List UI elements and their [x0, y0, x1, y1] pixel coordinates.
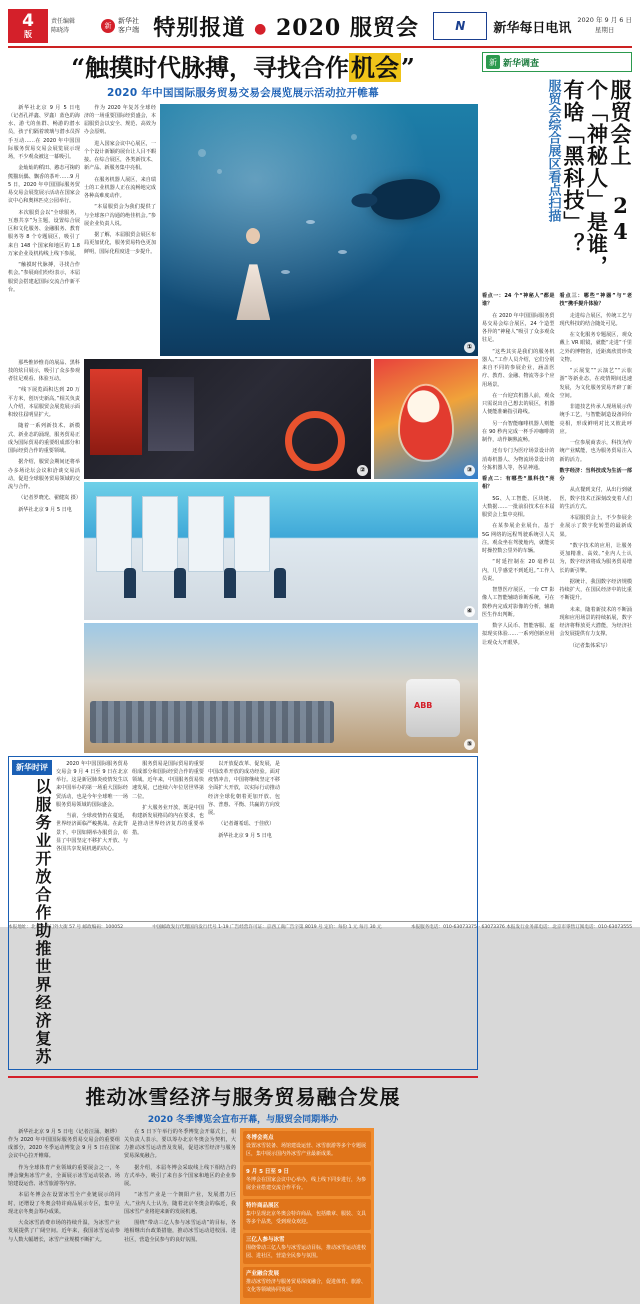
- folio-number: 4: [22, 11, 34, 31]
- paragraph: 随着一系列新技术、新模式、新业态的涌现，服务贸易正成为国际贸易的重要组成部分和国际经贸合作的重要领域。: [8, 423, 80, 455]
- feature-article: [8, 1076, 478, 1304]
- feature-column-1: [8, 1128, 120, 1304]
- lead-text-column-3: [8, 359, 80, 753]
- exhibition-booth-photo: [84, 482, 478, 620]
- highlight-item-title: 产业融合发展: [246, 1270, 280, 1277]
- paragraph: 服务贸易是国际贸易的重要组成部分和国际经贸合作的重要领域。近年来，中国服务贸易快速发展，已连续六年位居世界第二位。: [132, 760, 204, 800]
- issue-date-line1: 2020 年 9 月 6 日: [577, 16, 632, 25]
- feature-title: 推动冰雪经济与服务贸易融合发展: [85, 1084, 401, 1109]
- paragraph: 2020 年中国国际服务贸易交易会 9 月 4 日至 9 日在北京举行。这是新冠肺炎疫情发生以来中国举办的第一场重大国际经贸活动，也是今年全球唯一一场服务贸易领域的国际盛会。: [56, 760, 128, 808]
- lead-text-column-2: [84, 104, 156, 356]
- paragraph: 走进综合展区，传统工艺与现代科技的结合随处可见。: [559, 312, 632, 327]
- highlight-item-title: 特许商品展区: [246, 1202, 280, 1209]
- brand-logo-icon: [433, 12, 487, 40]
- feature-subtitle: 2020 冬季博览会宣布开幕，与服贸会同期举办: [147, 1114, 339, 1125]
- matryoshka-doll: [400, 385, 452, 459]
- highlight-item: [243, 1131, 371, 1162]
- feature-column-2: [124, 1128, 236, 1304]
- agency-name: 新华社: [118, 16, 139, 25]
- highlight-item-text: 推动冰雪经济与服务贸易深度融合，促进体育、旅游、文化等领域协同发展。: [246, 1279, 367, 1293]
- exhibit-panel: [90, 369, 142, 455]
- footer-license: 中国邮政发行代理国内发行代号 1-19 广告经营许可证：京西工商广告字第 8019 号 定价：每份 1 元 每月 30 元: [152, 925, 382, 930]
- xinhua-logo-icon: 新: [101, 19, 115, 33]
- bubble-decor: [198, 149, 206, 157]
- paragraph: 在文化服务专题展区，观众戴上 VR 眼镜，就能“走进”千里之外的博物馆，近距离欣赏珍贵文物。: [559, 332, 632, 363]
- highlight-item-text: 设置冰雪装备、场馆建设运营、冰雪旅游等多个专题展区，集中展示国内外冰雪产业最新成果。: [246, 1143, 367, 1157]
- xinhua-mark-icon: 新: [486, 55, 500, 69]
- fish-decor: [281, 270, 290, 274]
- highlight-item: [243, 1199, 371, 1230]
- paper-name: 新华每日电讯: [493, 20, 572, 36]
- right-column: [482, 52, 632, 918]
- booth-unit: [142, 496, 178, 572]
- paragraph: 5G、人工智能、区块链、大数据……一批前沿技术在本届服贸会上集中亮相。: [482, 495, 555, 518]
- title-separator-dot-icon: ●: [254, 20, 268, 37]
- visitor-figure: [124, 568, 136, 598]
- commentary-title: 以服务业开放合作助推世界经济复苏: [33, 777, 52, 1066]
- highlight-item: [243, 1267, 371, 1298]
- commentary-column-3: [208, 760, 280, 1066]
- paragraph: 从点餐到支付，从出行到就医，数字技术正深刻改变着人们的生活方式。: [559, 487, 632, 510]
- child-dress: [236, 264, 270, 320]
- footer-address: 本报地址：北京宣武门外大街 57 号 邮政编码：100052: [8, 925, 124, 930]
- paragraph: 据了解，本届服贸会展区布局更加优化，服务贸易特色更加鲜明，国际化程度进一步提升。: [84, 232, 156, 255]
- exhibit-panel: [148, 377, 194, 451]
- booth-unit: [96, 496, 132, 572]
- lead-article-row: [8, 104, 478, 356]
- paragraph: 作为 2020 年复苏全球经济的一场重要国际经贸盛会，本届服贸会以安全、规范、高效为办会原则。: [84, 104, 156, 136]
- feature-highlight-box: [240, 1128, 374, 1304]
- paragraph: 当前，全球疫情仍在蔓延，世界经济面临严峻挑战。在此背景下，中国如期举办服贸会，彰显了中国坚定不移扩大开放、与各国共享发展机遇的决心。: [56, 813, 128, 853]
- lead-text-column-1: [8, 104, 80, 356]
- right-headline-main: 服贸会上 24 个「神秘人」是谁，有啥「黑科技」？: [560, 79, 633, 277]
- masthead: [8, 6, 632, 48]
- secondary-photo-row: [8, 359, 478, 753]
- brand-logo-letter: N: [455, 19, 466, 33]
- paragraph: 新华社北京 9 月 5 日电（记者孔祥鑫、罗鑫）蓝色的海水、游弋的鱼群、畅游的潜水员，孩子们隔着玻璃与潜水员挥手互动……在 2020 年中国国际服务贸易交易会展览展示现场，不少观众被这一幕吸引。: [8, 104, 80, 161]
- paragraph: 未来，随着新技术的不断涌现和应用场景的持续拓展，数字经济将释放更大潜能，为经济社会发展提供有力支撑。: [559, 606, 632, 638]
- paragraph: “本届服贸会为我们提供了与全球客户沟通的绝佳机会。”参展企业负责人说。: [84, 204, 156, 227]
- paragraph: 在 5 日下午举行的冬季博览会开幕式上，相关负责人表示，要以筹办北京冬奥会为契机，大力推动冰雪运动普及发展，促进冰雪经济与服务贸易深度融合。: [124, 1128, 236, 1160]
- paragraph: 数字人民币、智能客服、虚拟现实体验……一系列创新应用让观众大开眼界。: [482, 623, 555, 646]
- booth-unit: [188, 496, 224, 572]
- photo-number-badge: ①: [464, 342, 475, 353]
- highlight-item-text: 围绕带动三亿人参与冰雪运动目标，推动冰雪运动进校园、进社区，营造全民参与氛围。: [246, 1245, 367, 1259]
- editor-label: 责任编辑: [51, 18, 76, 25]
- paragraph: 那些惟妙惟肖的展品、黑科技的炫目展示，吸引了众多参观者驻足观看、体验互动。: [8, 359, 80, 383]
- section-title-suffix: 2020 服贸会: [276, 14, 419, 41]
- headline-part-2: ”: [401, 53, 415, 82]
- bubble-decor: [351, 134, 357, 140]
- paragraph: “数字技术的应用，让服务更加精准、高效。”业内人士认为，数字经济将成为服务贸易增长的新引擎。: [559, 542, 632, 574]
- photo-dateline: 新华社北京 9 月 5 日电: [18, 506, 72, 513]
- child-figure: [236, 228, 270, 320]
- section-heading: 数字经济：当科技成为生活一部分: [559, 467, 632, 482]
- paragraph: “时延控制在 20 毫秒以内，几乎感觉不到延迟。”工作人员说。: [482, 559, 555, 582]
- investigation-label: 新华调查: [503, 58, 540, 69]
- photo-credit: （记者罗晓光、翟健岚 摄）: [18, 495, 81, 502]
- paragraph: 非遗技艺传承人现场展示传统手工艺，与智能制造设备同台亮相，形成鲜明对比又彼此呼应。: [559, 404, 632, 435]
- paragraph: 围绕“带动三亿人参与冰雪运动”的目标，各地相继出台政策措施，推动冰雪运动进校园、进社区，营造全民参与的良好氛围。: [124, 1220, 236, 1243]
- visitor-figure: [224, 568, 236, 598]
- visitor-figure: [274, 568, 286, 598]
- fish-decor: [338, 250, 347, 254]
- visitor-figure: [174, 568, 186, 598]
- matryoshka-photo: [374, 359, 478, 479]
- photo-number-badge: ③: [464, 465, 475, 476]
- paragraph: 金灿灿的稻田、憨态可掬的熊猫玩偶、飘香的茶叶……9 月 5 日，2020 年中国国际服务贸易交易会展览展示活动在国家会议中心和奥林匹克公园举行。: [8, 165, 80, 205]
- footer-contact: 本报服务电话：010-63073375 - 63073376 本报发行业务部电话：北京市零售订阅电话：010-63073555: [410, 925, 632, 930]
- commentary-dateline: 新华社北京 9 月 5 日电: [218, 832, 272, 839]
- section-title-text: 特别报道: [153, 14, 246, 41]
- section-heading: 看点三：哪些“神器”与“老技”携手提升体验？: [559, 293, 632, 308]
- paragraph: 本届服贸会上，不少参展企业展示了数字化转型的最新成果。: [559, 515, 632, 538]
- page-folio: [8, 9, 48, 43]
- paragraph: 还有专门为医疗场景设计的消毒机器人、为物流场景设计的分拣机器人等，各显神通。: [482, 448, 555, 471]
- exhibit-ring-decor: [285, 411, 345, 471]
- crowd-decor: [90, 701, 334, 743]
- paragraph: 在服务机器人展区，来自瑞士的工业机器人正在流畅地完成各种高难度动作。: [84, 176, 156, 200]
- section-title: [139, 11, 433, 42]
- paragraph: 另一台智能咖啡机器人则能在 90 秒内完成一杯手冲咖啡的制作，动作娴熟流畅。: [482, 420, 555, 443]
- highlight-item-title: 9 月 5 日至 9 日: [246, 1168, 290, 1175]
- photo-number-badge: ②: [357, 465, 368, 476]
- paragraph: 扩大服务业开放，既是中国构建新发展格局的内在要求，也是推动世界经济复苏的重要举措。: [132, 804, 204, 836]
- section-heading: 看点二：有哪些“黑科技”亮相？: [482, 476, 555, 491]
- commentary-column-2: [132, 760, 204, 1066]
- highlight-item: [243, 1233, 371, 1264]
- aquarium-diver-photo: [160, 104, 478, 356]
- paragraph: 据统计，我国数字经济规模持续扩大，在国民经济中的比重不断提升。: [559, 578, 632, 602]
- issue-date: [577, 16, 632, 36]
- robot-arm: [406, 679, 460, 737]
- bubble-decor: [217, 169, 222, 174]
- investigation-section-logo: [482, 52, 632, 72]
- section-heading: 看点一：24 个“神秘人”都是谁？: [482, 293, 555, 308]
- article-byline: （记者集体采写）: [569, 642, 611, 649]
- paragraph: “云展览”“云演艺”“云旅游”等新业态，在疫情期间迅速发展，为文化服务贸易开辟了新空间。: [559, 368, 632, 399]
- paragraph: “触摸时代脉搏，寻找合作机会。”参展商们纷纷表示，本届服贸会搭建起国际交流合作新平台。: [8, 262, 80, 293]
- highlight-item-text: 冬博会在国家会议中心举办，线上线下同步进行，为参展企业搭建交流合作平台。: [246, 1177, 367, 1191]
- feature-body: [8, 1128, 478, 1304]
- photo-number-badge: ⑤: [464, 739, 475, 750]
- paragraph: 本次服贸会以“全球服务，互惠共享”为主题，设置综合展区和文化服务、金融服务、教育服务等 8 个专题展区，吸引了来自 148 个国家和地区的 1.8 万家企业及机构线上线下参展。: [8, 209, 80, 257]
- diver-figure: [366, 172, 443, 226]
- paragraph: 据介绍，服贸会期间还将举办多场论坛会议和洽谈交易活动，促进全球服务贸易领域的交流与合作。: [8, 459, 80, 491]
- commentary-badge: 新华时评: [12, 760, 52, 775]
- agency-text: [118, 17, 139, 35]
- photo-number-badge: ④: [464, 606, 475, 617]
- booth-unit: [234, 496, 270, 572]
- right-headline-block: [482, 79, 632, 285]
- paragraph: 进入国家会议中心展区，一个个设计新颖的展台让人目不暇接。在综合展区，各类新技术、新产品、新服务集中亮相。: [84, 140, 156, 172]
- highlight-item-text: 集中呈现北京冬奥会特许商品，包括徽章、服装、文具等多个品类，受到观众欢迎。: [246, 1211, 367, 1225]
- lead-headline-block: [8, 52, 478, 101]
- robot-arm-photo: [84, 623, 478, 753]
- editor-name: 陈晓涛: [51, 27, 70, 34]
- editor-credit: [51, 17, 97, 35]
- paragraph: 据介绍，本届冬博会采取线上线下相结合的方式举办，吸引了来自多个国家和地区的企业参展。: [124, 1164, 236, 1188]
- issue-date-weekday: 星期日: [594, 26, 615, 34]
- fish-decor: [306, 220, 315, 224]
- paragraph: “这些其实是我们的服务机器人。”工作人员介绍，它们分别来自不同的参展企业，涵盖医疗、教育、金融、物流等多个应用场景。: [482, 348, 555, 388]
- paragraph: 以开放促改革、促发展，是中国改革开放的成功经验。面对疫情冲击，中国将继续坚定不移全面扩大开放，以实际行动推动经济全球化朝着更加开放、包容、普惠、平衡、共赢的方向发展。: [208, 760, 280, 817]
- paragraph: 在一台迎宾机器人前，观众只需说出自己想去的展区，机器人便能准确指引路线。: [482, 392, 555, 416]
- paragraph: 大众冰雪消费市场的持续升温，为冰雪产业发展提供了广阔空间。近年来，我国冰雪运动参与人数大幅增长，冰雪产业规模不断扩大。: [8, 1220, 120, 1243]
- right-headline-sub: 服贸会综合展区看点扫描: [545, 79, 561, 222]
- paragraph: 新华社北京 9 月 5 日电（记者汪涌、姬烨）作为 2020 年中国国际服务贸易交易会的重要组成部分，2020 冬季运动博览会 9 月 5 日在国家会议中心拉开帷幕。: [8, 1128, 120, 1160]
- highlight-item-title: 冬博会亮点: [246, 1134, 274, 1141]
- agency-client: 客户端: [118, 26, 139, 34]
- agency-app-badge[interactable]: [101, 17, 139, 35]
- lead-subhead: 2020 年中国国际服务贸易交易会展览展示活动拉开帷幕: [107, 86, 379, 99]
- tech-exhibit-photo: [84, 359, 371, 479]
- right-article-body: [482, 292, 632, 651]
- commentary-column-1: [56, 760, 128, 1066]
- paragraph: 在某参展企业展台，基于 5G 网络的远程驾驶系统引人关注。观众坐在驾驶舱内，就能实时操控数公里外的车辆。: [482, 523, 555, 554]
- highlight-item: [243, 1165, 371, 1196]
- child-head: [246, 228, 260, 244]
- lead-headline: [8, 54, 478, 82]
- paragraph: 一位参展商表示，科技为传统产业赋能，也为服务贸易注入新的活力。: [559, 440, 632, 463]
- paragraph: 智慧医疗展区，一台 CT 影像人工智能辅助诊断系统，可在数秒内完成对影像的分析，辅助医生作出判断。: [482, 587, 555, 618]
- paragraph: 作为全球体育产业领域的重要展会之一，冬博会聚焦冰雪产业，全面展示冰雪运动装备、场馆建设运营、冰雪旅游等内容。: [8, 1164, 120, 1188]
- paragraph: 本届冬博会在设置冰雪全产业链展示的同时，还增设了冬奥会特许商品展示专区，集中呈现北京冬奥会筹办成果。: [8, 1192, 120, 1215]
- paragraph: 在 2020 年中国国际服务贸易交易会综合展区，24 个造型各异的“神秘人”吸引了众多观众驻足。: [482, 312, 555, 344]
- commentary-block: [8, 756, 478, 1070]
- folio-label: 版: [24, 30, 32, 39]
- paragraph: “冰雪产业是一个朝阳产业，发展潜力巨大。”业内人士认为，随着北京冬奥会的临近，我国冰雪产业将迎来新的发展机遇。: [124, 1192, 236, 1215]
- headline-highlight: 机会: [351, 53, 399, 82]
- paragraph: “线下展览面积达到 20 万平方米，创历史新高。”相关负责人介绍，本届服贸会展览展示面积较往届明显扩大。: [8, 387, 80, 419]
- highlight-item-title: 三亿人参与冰雪: [246, 1236, 285, 1243]
- commentary-byline: （记者谢希瑶、于佳欣）: [218, 821, 275, 828]
- headline-part-1: “触摸时代脉搏，寻找合作: [71, 53, 349, 82]
